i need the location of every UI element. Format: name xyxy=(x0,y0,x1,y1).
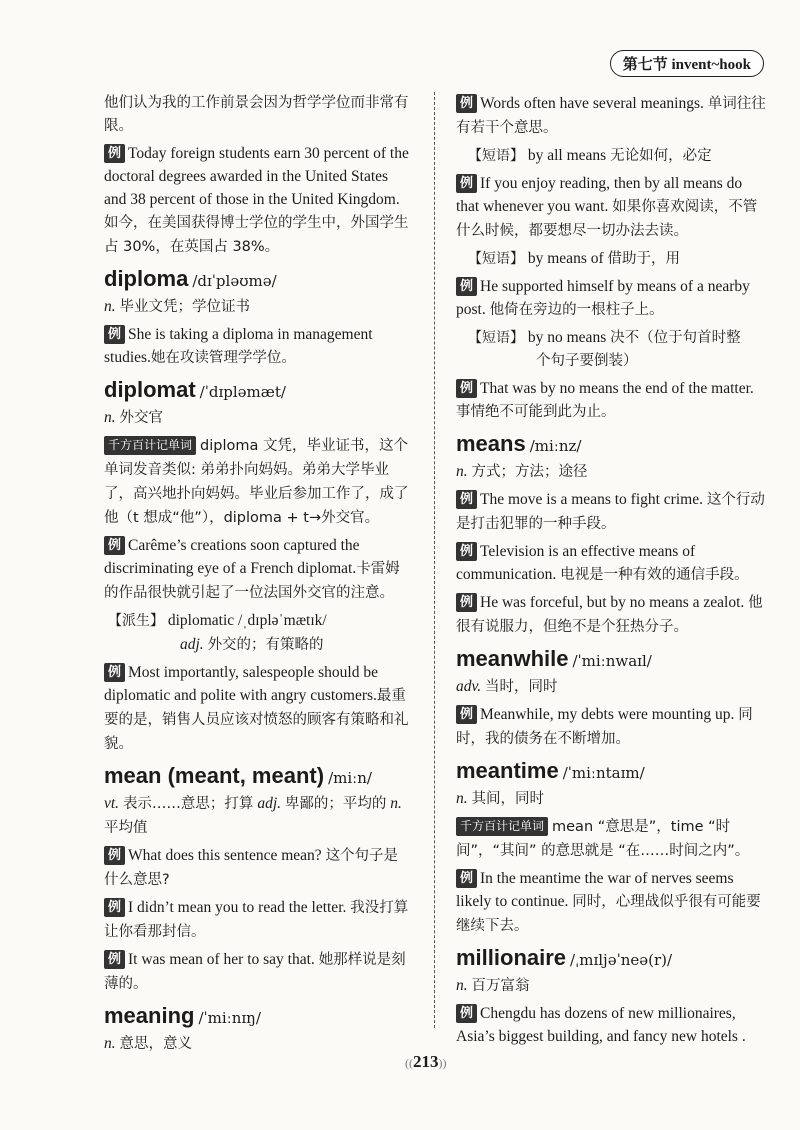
example-zh: 如果你喜欢阅读，不管什么时候，都要想尽一切办法去读。 xyxy=(456,199,758,239)
phrase-by-no-means xyxy=(468,326,768,373)
example-zh: 如今，在美国获得博士学位的学生中，外国学生占 30%，在英国占 38%。 xyxy=(104,215,409,255)
part-of-speech: n. xyxy=(104,298,116,315)
phrase-definition: 决不（位于句首时整 xyxy=(610,330,741,346)
part-of-speech: adj. xyxy=(180,636,204,653)
right-column xyxy=(456,92,768,1052)
phrase-label: 【短语】 xyxy=(468,251,524,267)
phonetic: /ˈdɪpləmæt/ xyxy=(199,383,286,401)
example-en: It was mean of her to say that. xyxy=(128,951,315,968)
definition: 毕业文凭；学位证书 xyxy=(119,299,250,315)
example-zh: 电视是一种有效的通信手段。 xyxy=(560,567,749,583)
part-of-speech: n. xyxy=(456,977,468,994)
part-of-speech: adj. xyxy=(257,795,281,812)
definition: 外交官 xyxy=(119,410,163,426)
example-badge: 例 xyxy=(456,705,477,724)
example-badge: 例 xyxy=(456,542,477,561)
example-badge: 例 xyxy=(104,663,125,682)
phrase-by-means-of xyxy=(468,247,768,271)
example xyxy=(456,92,768,140)
column-divider xyxy=(434,92,435,1028)
example-en: Carême’s creations soon captured the discriminating eye of a French diplomat. xyxy=(104,537,360,577)
example-zh: 他倚在旁边的一根柱子上。 xyxy=(489,302,664,318)
part-of-speech: n. xyxy=(456,463,468,480)
headword: means xyxy=(456,431,526,456)
phonetic: /miːnz/ xyxy=(529,437,582,455)
memory-tip-badge: 千方百计记单词 xyxy=(456,817,548,836)
phrase-text: by means of xyxy=(527,250,604,267)
phonetic: /miːn/ xyxy=(328,769,372,787)
example-zh: 她在攻读管理学学位。 xyxy=(150,350,296,366)
example-badge: 例 xyxy=(104,536,125,555)
example xyxy=(456,275,768,322)
example xyxy=(456,703,768,751)
part-of-speech: n. xyxy=(104,409,116,426)
example-zh: 同时，心理战似乎很有可能要继续下去。 xyxy=(456,894,761,934)
example xyxy=(104,661,412,756)
example xyxy=(104,896,412,944)
example-badge: 例 xyxy=(104,325,125,344)
memory-tip xyxy=(104,434,412,530)
part-of-speech: n. xyxy=(390,795,402,812)
example-badge: 例 xyxy=(456,1004,477,1023)
example-badge: 例 xyxy=(104,144,125,163)
example-en: He was forceful, but by no means a zealot. xyxy=(480,594,745,611)
example-en: Most importantly, salespeople should be diplomatic and polite with angry customers. xyxy=(104,664,378,704)
headword: meantime xyxy=(456,758,559,783)
memory-tip xyxy=(456,815,768,863)
example-badge: 例 xyxy=(456,94,477,113)
phrase-definition: 借助于，用 xyxy=(607,251,681,267)
example-zh: 卡雷姆的作品很快就引起了一位法国外交官的注意。 xyxy=(104,561,400,601)
definition: 当时，同时 xyxy=(484,679,558,695)
example-zh: 事情绝不可能到此为止。 xyxy=(456,404,616,420)
example-en: She is taking a diploma in management studies. xyxy=(104,326,373,366)
example xyxy=(104,142,412,259)
phrase-text: by all means xyxy=(527,147,607,164)
example-badge: 例 xyxy=(104,950,125,969)
example xyxy=(456,1002,768,1048)
example-zh: 他很有说服力，但绝不是个狂热分子。 xyxy=(456,595,763,635)
example-badge: 例 xyxy=(104,846,125,865)
intro-continuation: 他们认为我的工作前景会因为哲学学位而非常有限。 xyxy=(104,95,409,134)
example-zh: 她那样说是刻薄的。 xyxy=(104,952,406,992)
phonetic: /ˌmɪljəˈneə(r)/ xyxy=(570,951,673,969)
definition: 外交的；有策略的 xyxy=(207,637,324,653)
example-en: The move is a means to fight crime. xyxy=(480,491,703,508)
example-badge: 例 xyxy=(456,593,477,612)
part-of-speech: n. xyxy=(104,1035,116,1052)
example-zh: 单词往往有若干个意思。 xyxy=(456,96,766,136)
derivative-word: diplomatic /ˌdɪpləˈmætɪk/ xyxy=(167,612,327,629)
example-en: That was by no means the end of the matter. xyxy=(480,380,754,397)
definition: 其间，同时 xyxy=(471,791,544,807)
phrase-label: 【短语】 xyxy=(468,148,524,164)
example xyxy=(456,867,768,938)
phonetic: /ˈmiːnɪŋ/ xyxy=(198,1009,261,1027)
example-en: Today foreign students earn 30 percent of the doctoral degrees awarded in the United States and 38 percent of those in the United Kingdom. xyxy=(104,145,409,208)
example-en: Television is an effective means of communication. xyxy=(456,543,696,583)
example-en: Chengdu has dozens of new millionaires, Asia’s biggest building, and fancy new hotels . xyxy=(456,1005,746,1045)
example xyxy=(456,172,768,243)
definition: 表示……意思；打算 xyxy=(122,796,254,812)
example-en: Meanwhile, my debts were mounting up. xyxy=(480,706,735,723)
example-badge: 例 xyxy=(456,277,477,296)
example xyxy=(456,591,768,639)
example xyxy=(104,323,412,370)
definition: 方式；方法；途径 xyxy=(471,464,588,480)
example-badge: 例 xyxy=(456,174,477,193)
phonetic: /dɪˈpləʊmə/ xyxy=(192,272,277,290)
entry-meanwhile xyxy=(456,647,768,673)
section-header-tag: 第七节 invent~hook xyxy=(610,50,764,77)
example xyxy=(456,377,768,424)
phrase-text: by no means xyxy=(527,329,607,346)
headword: diplomat xyxy=(104,377,196,402)
example-en: I didn’t mean you to read the letter. xyxy=(128,899,347,916)
example-en: He supported himself by means of a nearby post. xyxy=(456,278,750,318)
left-column xyxy=(104,92,412,1060)
definition: 百万富翁 xyxy=(471,978,530,994)
example-en: Words often have several meanings. xyxy=(480,95,704,112)
example xyxy=(104,948,412,996)
derivative-label: 【派生】 xyxy=(108,613,164,629)
example xyxy=(456,488,768,536)
memory-tip-text: diploma 文凭，毕业证书，这个单词发音类似: 弟弟扑向妈妈。弟弟大学毕业了，高兴地扑向妈妈。毕业后参加工作了，成了他（t 想成“他”），diploma + t→外交官。 xyxy=(104,438,409,526)
example-zh: 这个句子是什么意思? xyxy=(104,848,399,888)
headword: diploma xyxy=(104,266,189,291)
example xyxy=(456,540,768,587)
part-of-speech: vt. xyxy=(104,795,120,812)
definition: 意思，意义 xyxy=(119,1036,192,1052)
phonetic: /ˈmiːnwaɪl/ xyxy=(572,652,652,670)
example-badge: 例 xyxy=(456,869,477,888)
example xyxy=(104,844,412,892)
example xyxy=(104,534,412,605)
entry-mean xyxy=(104,764,412,790)
phrase-by-all-means xyxy=(468,144,768,168)
example-zh: 最重要的是，销售人员应该对愤怒的顾客有策略和礼貌。 xyxy=(104,688,409,752)
entry-millionaire xyxy=(456,946,768,972)
headword: meanwhile xyxy=(456,646,569,671)
example-en: If you enjoy reading, then by all means do that whenever you want. xyxy=(456,175,743,215)
entry-meantime xyxy=(456,759,768,785)
entry-diplomat xyxy=(104,378,412,404)
headword: mean (meant, meant) xyxy=(104,763,325,788)
memory-tip-badge: 千方百计记单词 xyxy=(104,436,196,455)
part-of-speech: n. xyxy=(456,790,468,807)
phonetic: /ˈmiːntaɪm/ xyxy=(562,764,645,782)
part-of-speech: adv. xyxy=(456,678,482,695)
entry-means xyxy=(456,432,768,458)
headword: meaning xyxy=(104,1003,195,1028)
example-badge: 例 xyxy=(104,898,125,917)
headword: millionaire xyxy=(456,945,567,970)
definition: 平均值 xyxy=(104,820,148,836)
example-badge: 例 xyxy=(456,379,477,398)
example-badge: 例 xyxy=(456,490,477,509)
definition: 卑鄙的；平均的 xyxy=(284,796,387,812)
entry-meaning xyxy=(104,1004,412,1030)
example-en: What does this sentence mean? xyxy=(128,847,322,864)
page-number: (( 213 )) xyxy=(405,1052,447,1072)
phrase-label: 【短语】 xyxy=(468,330,524,346)
derivative xyxy=(108,609,412,657)
example-en: In the meantime the war of nerves seems likely to continue. xyxy=(456,870,734,910)
phrase-definition: 无论如何，必定 xyxy=(610,148,712,164)
example-zh: 我没打算让你看那封信。 xyxy=(104,900,409,940)
phrase-definition-cont: 个句子要倒装） xyxy=(536,353,638,369)
memory-tip-text: mean “意思是”，time “时间”，“其间” 的意思就是 “在……时间之内”。 xyxy=(456,819,750,859)
example-zh: 这个行动是打击犯罪的一种手段。 xyxy=(456,492,765,532)
entry-diploma xyxy=(104,267,412,293)
example-zh: 同时，我的债务在不断增加。 xyxy=(456,707,753,747)
